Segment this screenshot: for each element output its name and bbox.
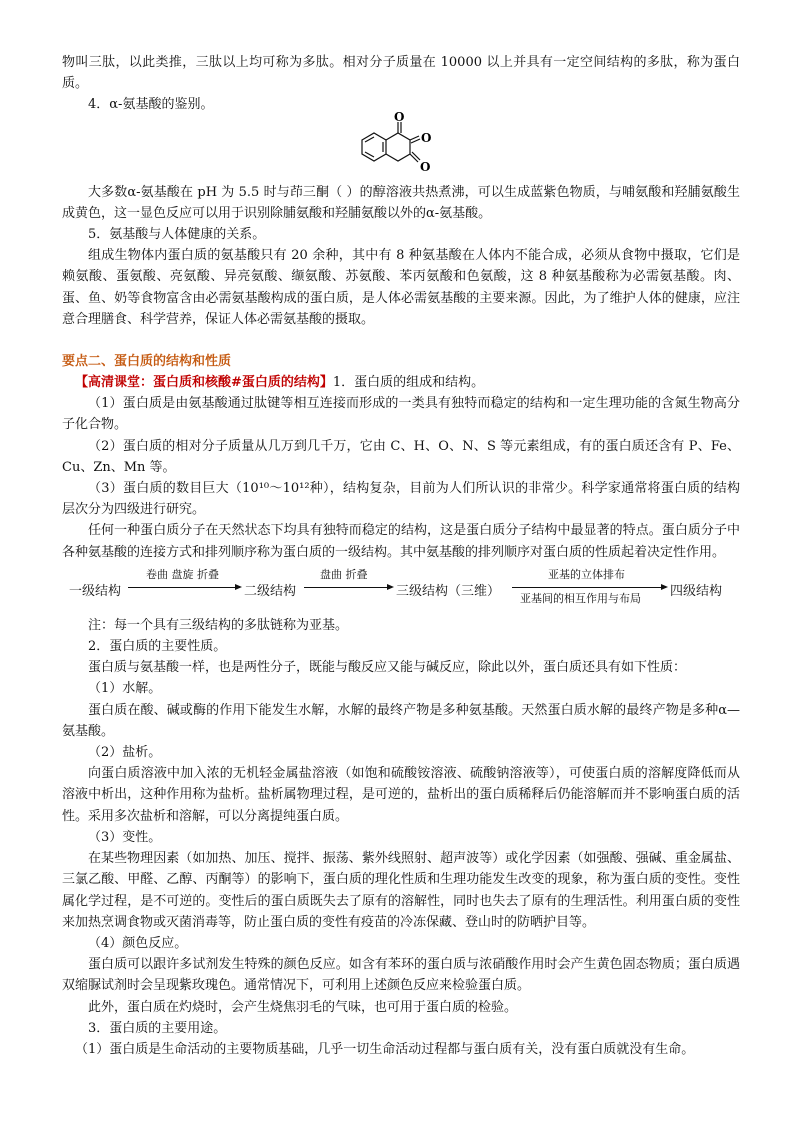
subsection-heading-text: 1．蛋白质的组成和结构。 — [332, 375, 485, 391]
paragraph-color-reaction: 蛋白质可以跟许多试剂发生特殊的颜色反应。如含有苯环的蛋白质与浓硝酸作用时会产生黄色固态物质；蛋白质遇双缩脲试剂时会呈现紫玫瑰色。通常情况下，可利用上述颜色反应来检验蛋白质。 — [62, 957, 740, 994]
ninhydrin-figure — [62, 109, 740, 182]
arrow2-label: 盘曲 折叠 — [320, 567, 368, 581]
structure-level-1: 一级结构 — [69, 583, 122, 599]
ninhydrin-structure-diagram — [344, 110, 444, 186]
paragraph-protein-number: （3）蛋白质的数目巨大（10¹⁰～10¹²种），结构复杂，目前为人们所认识的非常少。科学家通常将蛋白质的结构层次分为四级进行研究。 — [62, 481, 740, 518]
paragraph-protein-elements: （2）蛋白质的相对分子质量从几万到几千万，它由 C、H、O、N、S 等元素组成，有的蛋白质还含有 P、Fe、Cu、Zn、Mn 等。 — [62, 438, 740, 475]
structure-level-4: 四级结构 — [670, 583, 723, 599]
paragraph-essential-amino-acids: 组成生物体内蛋白质的氨基酸只有 20 余种，其中有 8 种氨基酸在人体内不能合成，必须从食物中摄取，它们是赖氨酸、蛋氨酸、亮氨酸、异亮氨酸、缬氨酸、苏氨酸、苯丙氨酸和色氨酸，这 8 种氨基酸称为必需氨基酸。肉、蛋、鱼、奶等食物富含由必需氨基酸构成的蛋白质，是人体必需氨基酸的主要来源。因此，为了维护人体的健康，应注意合理膳食、科学营养，保证人体必需氨基酸的摄取。 — [62, 248, 740, 327]
heading-main-uses: 3．蛋白质的主要用途。 — [88, 1020, 227, 1036]
oxygen-label-top: O — [394, 109, 405, 124]
heading-denaturation: （3）变性。 — [88, 829, 162, 845]
heading-main-properties: 2．蛋白质的主要性质。 — [88, 639, 227, 655]
document-page — [62, 52, 740, 1060]
arrow3-label-top: 亚基的立体排布 — [548, 567, 625, 581]
subsection-heading — [62, 372, 740, 393]
hd-classroom-label: 【高清课堂：蛋白质和核酸#蛋白质的结构】 — [75, 375, 333, 391]
arrow-2 — [304, 587, 392, 588]
arrow3-label-bottom: 亚基间的相互作用与布局 — [520, 591, 641, 605]
paragraph-primary-structure: 任何一种蛋白质分子在天然状态下均具有独特而稳定的结构，这是蛋白质分子结构中最显著的特点。蛋白质分子中各种氨基酸的连接方式和排列顺序称为蛋白质的一级结构。其中氨基酸的排列顺序对蛋白质的性质起着决定性作用。 — [62, 523, 740, 560]
paragraph-ninhydrin-reaction: 大多数α-氨基酸在 pH 为 5.5 时与茚三酮（ ）的醇溶液共热煮沸，可以生成蓝紫色物质，与哺氨酸和羟脯氨酸生成黄色，这一显色反应可以用于识别除脯氨酸和羟脯氨酸以外的α-氨基酸。 — [62, 184, 740, 221]
heading-salting-out: （2）盐析。 — [88, 745, 162, 761]
section-title: 要点二、蛋白质的结构和性质 — [62, 354, 232, 370]
structure-levels-diagram — [62, 567, 740, 615]
paragraph-amphoteric: 蛋白质与氨基酸一样，也是两性分子，既能与酸反应又能与碱反应，除此以外，蛋白质还具有如下性质： — [88, 660, 687, 676]
arrow-1 — [128, 587, 240, 588]
paragraph-burning-test: 此外，蛋白质在灼烧时，会产生烧焦羽毛的气味，也可用于蛋白质的检验。 — [88, 999, 518, 1015]
arrow-3 — [512, 587, 666, 588]
note-subunit: 注：每一个具有三级结构的多肽链称为亚基。 — [88, 617, 349, 633]
paragraph-denaturation: 在某些物理因素（如加热、加压、搅拌、振荡、紫外线照射、超声波等）或化学因素（如强酸、强碱、重金属盐、三氯乙酸、甲醛、乙醇、丙酮等）的影响下，蛋白质的理化性质和生理功能发生改变的现象，称为蛋白质的变性。变性属化学过程，是不可逆的。变性后的蛋白质既失去了原有的溶解性，同时也失去了原有的生理活性。利用蛋白质的变性来加热烹调食物或灭菌消毒等，防止蛋白质的变性有疫苗的冷冻保藏、登山时的防晒护目等。 — [62, 851, 740, 930]
heading-amino-acid-health: 5．氨基酸与人体健康的关系。 — [88, 227, 266, 243]
arrow1-label: 卷曲 盘旋 折叠 — [146, 567, 219, 581]
structure-level-3: 三级结构（三维） — [396, 583, 501, 599]
paragraph-protein-definition: （1）蛋白质是由氨基酸通过肽键等相互连接而形成的一类具有独特而稳定的结构和一定生理功能的含氮生物高分子化合物。 — [62, 396, 740, 433]
heading-color-reaction: （4）颜色反应。 — [88, 935, 188, 951]
oxygen-label-bottom: O — [420, 159, 431, 174]
paragraph-tripeptide: 物叫三肽，以此类推，三肽以上均可称为多肽。相对分子质量在 10000 以上并具有一定空间结构的多肽，称为蛋白质。 — [62, 55, 740, 92]
oxygen-label-middle: O — [421, 130, 432, 145]
paragraph-life-basis: （1）蛋白质是生命活动的主要物质基础，几乎一切生命活动过程都与蛋白质有关，没有蛋白质就没有生命。 — [75, 1041, 695, 1057]
paragraph-salting-out: 向蛋白质溶液中加入浓的无机轻金属盐溶液（如饱和硫酸铵溶液、硫酸钠溶液等），可使蛋白质的溶解度降低而从溶液中析出，这种作用称为盐析。盐析属物理过程，是可逆的，盐析出的蛋白质稀释后仍能溶解而并不影响蛋白质的活性。采用多次盐析和溶解，可以分离提纯蛋白质。 — [62, 766, 740, 824]
structure-level-2: 二级结构 — [244, 583, 297, 599]
paragraph-hydrolysis: 蛋白质在酸、碱或酶的作用下能发生水解，水解的最终产物是多种氨基酸。天然蛋白质水解的最终产物是多种α—氨基酸。 — [62, 702, 740, 739]
heading-amino-acid-identification: 4．α-氨基酸的鉴别。 — [88, 97, 214, 113]
heading-hydrolysis: （1）水解。 — [88, 681, 162, 697]
